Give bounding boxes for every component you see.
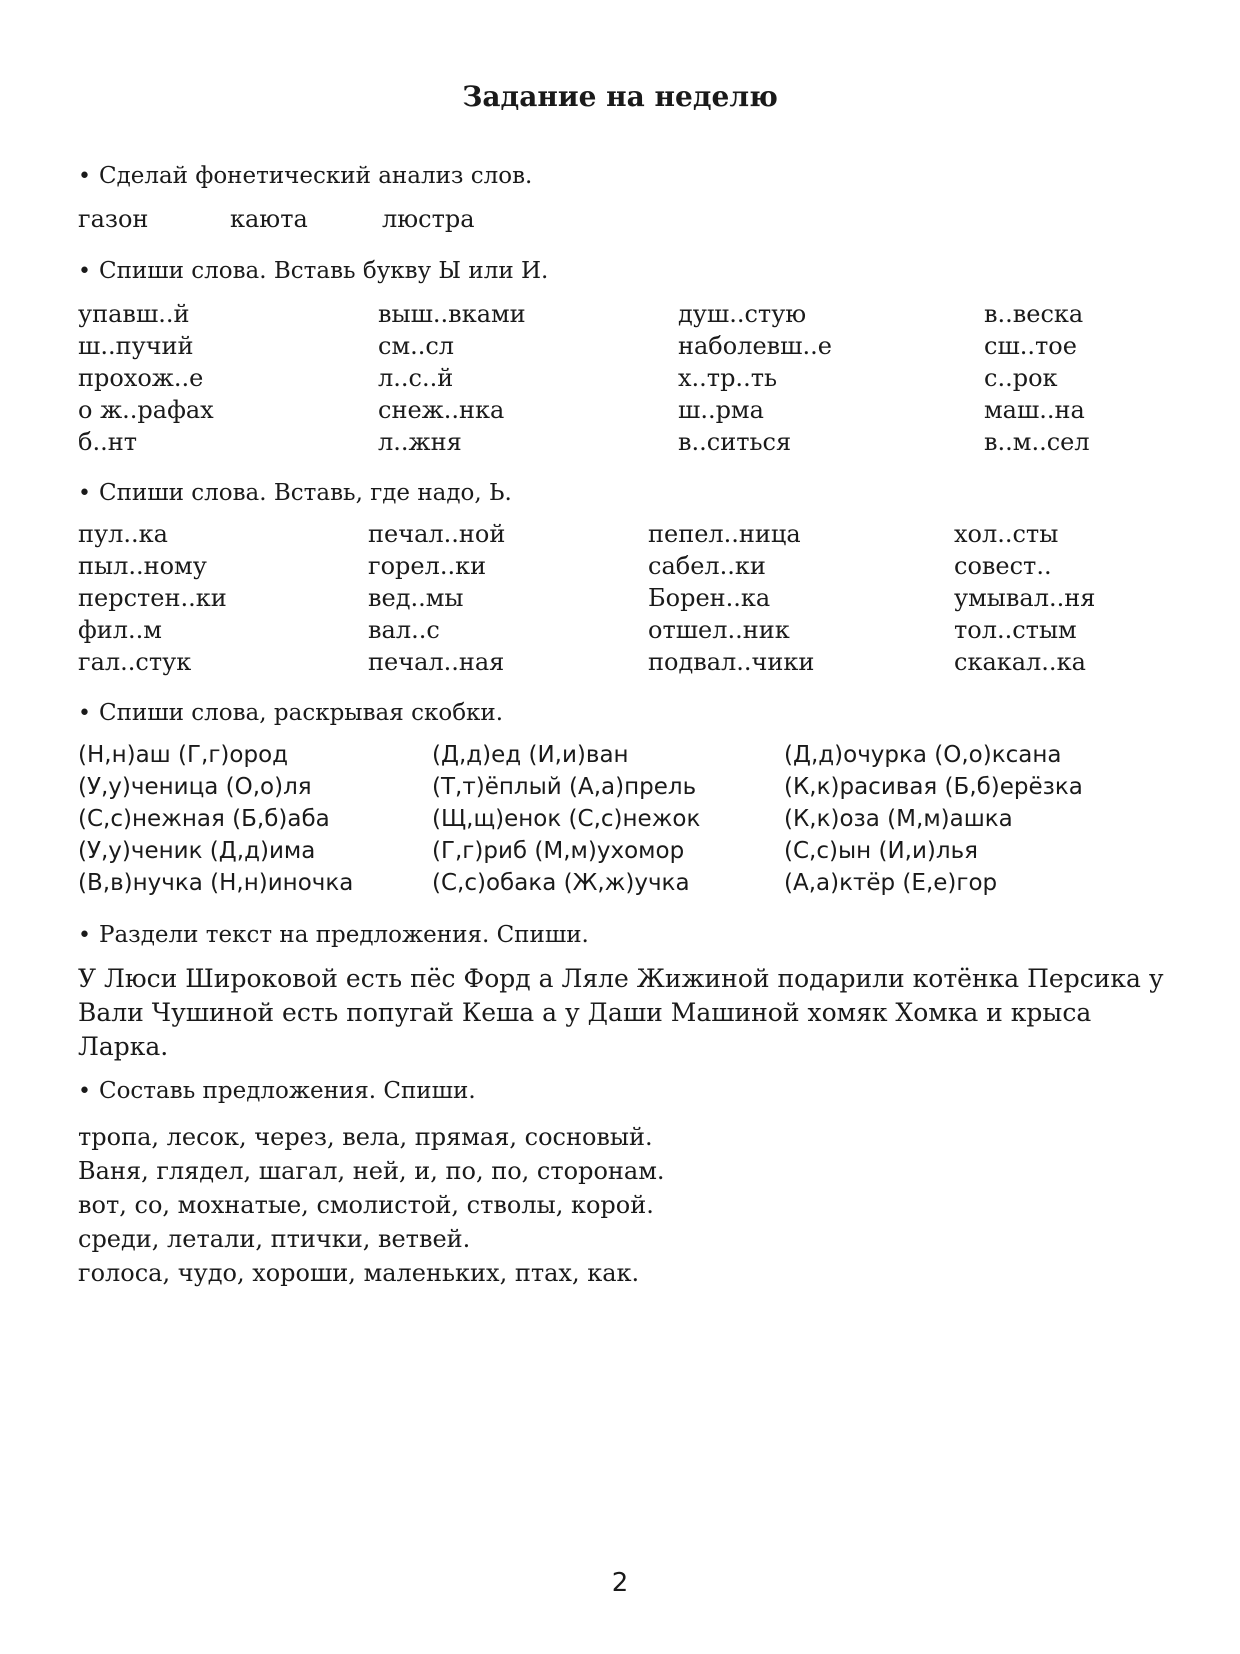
grid-word: в..веска	[984, 300, 1084, 328]
grid-word: печал..ная	[368, 648, 505, 676]
grid-word: х..тр..ть	[678, 364, 778, 392]
task-text: Спиши слова, раскрывая скобки.	[98, 700, 504, 726]
grid-word: печал..ной	[368, 520, 506, 548]
word-list-line: тропа, лесок, через, вела, прямая, сосновый.	[78, 1123, 653, 1151]
grid-word: (А,а)ктёр (Е,е)гор	[784, 870, 998, 896]
grid-word: совест..	[954, 552, 1052, 580]
task-text: Раздели текст на предложения. Спиши.	[98, 922, 589, 948]
grid-word: тол..стым	[954, 616, 1077, 644]
task-compose-sentences	[78, 1078, 476, 1104]
grid-word: б..нт	[78, 428, 137, 456]
grid-word: вед..мы	[368, 584, 464, 612]
task-split-sentences	[78, 922, 589, 948]
page-title: Задание на неделю	[462, 80, 778, 113]
grid-word: (К,к)расивая (Б,б)ерёзка	[784, 774, 1083, 800]
grid-word: (С,с)обака (Ж,ж)учка	[432, 870, 690, 896]
phonetic-word: люстра	[382, 205, 475, 233]
grid-word: подвал..чики	[648, 648, 815, 676]
bullet-icon: •	[78, 923, 91, 948]
task-text: Спиши слова. Вставь, где надо, Ь.	[98, 480, 512, 506]
grid-word: маш..на	[984, 396, 1085, 424]
grid-word: (Г,г)риб (М,м)ухомор	[432, 838, 685, 864]
grid-word: ш..рма	[678, 396, 764, 424]
grid-word: горел..ки	[368, 552, 487, 580]
grid-word: о ж..рафах	[78, 396, 214, 424]
task-text: Спиши слова. Вставь букву Ы или И.	[98, 258, 549, 284]
grid-word: (С,с)ын (И,и)лья	[784, 838, 978, 864]
grid-word: вал..с	[368, 616, 440, 644]
grid-word: сш..тое	[984, 332, 1077, 360]
grid-word: умывал..ня	[954, 584, 1096, 612]
grid-word: хол..сты	[954, 520, 1059, 548]
phonetic-word: каюта	[230, 205, 308, 233]
grid-word: ш..пучий	[78, 332, 194, 360]
grid-word: (У,у)ченик (Д,д)има	[78, 838, 316, 864]
grid-word: (Щ,щ)енок (С,с)нежок	[432, 806, 701, 832]
task-open-brackets	[78, 700, 503, 726]
grid-word: Борен..ка	[648, 584, 771, 612]
task-phonetic-analysis	[78, 163, 532, 189]
grid-word: фил..м	[78, 616, 162, 644]
grid-word: в..м..сел	[984, 428, 1090, 456]
grid-word: (К,к)оза (М,м)ашка	[784, 806, 1013, 832]
unpunctuated-paragraph: У Люси Широковой есть пёс Форд а Ляле Жижиной подарили котёнка Персика у Вали Чушиной есть попугай Кеша а у Даши Машиной хомяк Хомка и крыса Ларка.	[78, 964, 1164, 1061]
grid-word: снеж..нка	[378, 396, 505, 424]
grid-word: упавш..й	[78, 300, 190, 328]
grid-word: (У,у)ченица (О,о)ля	[78, 774, 312, 800]
bullet-icon: •	[78, 701, 91, 726]
word-list-line: вот, со, мохнатые, смолистой, стволы, корой.	[78, 1191, 654, 1219]
grid-word: скакал..ка	[954, 648, 1086, 676]
grid-word: прохож..е	[78, 364, 204, 392]
grid-word: пул..ка	[78, 520, 168, 548]
grid-word: перстен..ки	[78, 584, 227, 612]
grid-word: (Н,н)аш (Г,г)ород	[78, 742, 289, 768]
grid-word: (Д,д)ед (И,и)ван	[432, 742, 629, 768]
bullet-icon: •	[78, 259, 91, 284]
task-text: Составь предложения. Спиши.	[98, 1078, 476, 1104]
grid-word: л..жня	[378, 428, 462, 456]
grid-word: см..сл	[378, 332, 455, 360]
grid-word: душ..стую	[678, 300, 807, 328]
task-insert-soft-sign	[78, 480, 512, 506]
grid-word: гал..стук	[78, 648, 192, 676]
bullet-icon: •	[78, 164, 91, 189]
grid-word: отшел..ник	[648, 616, 790, 644]
grid-word: выш..вками	[378, 300, 526, 328]
grid-word: (С,с)нежная (Б,б)аба	[78, 806, 330, 832]
grid-word: (Д,д)очурка (О,о)ксана	[784, 742, 1062, 768]
grid-word: в..ситься	[678, 428, 792, 456]
sentence-word-lists	[78, 1120, 665, 1290]
grid-word: пепел..ница	[648, 520, 801, 548]
word-list-line: Ваня, глядел, шагал, ней, и, по, по, сторонам.	[78, 1157, 665, 1185]
grid-word: пыл..ному	[78, 552, 207, 580]
bullet-icon: •	[78, 481, 91, 506]
task-text: Сделай фонетический анализ слов.	[98, 163, 533, 189]
phonetic-word: газон	[78, 205, 149, 233]
bullet-icon: •	[78, 1079, 91, 1104]
word-list-line: голоса, чудо, хороши, маленьких, птах, как.	[78, 1259, 640, 1287]
grid-word: (В,в)нучка (Н,н)иночка	[78, 870, 354, 896]
grid-word: с..рок	[984, 364, 1058, 392]
grid-word: сабел..ки	[648, 552, 766, 580]
task-insert-yi	[78, 258, 548, 284]
page-number: 2	[611, 1568, 629, 1598]
grid-word: л..с..й	[378, 364, 454, 392]
grid-word: (Т,т)ёплый (А,а)прель	[432, 774, 697, 800]
word-list-line: среди, летали, птички, ветвей.	[78, 1225, 471, 1253]
grid-word: наболевш..е	[678, 332, 832, 360]
